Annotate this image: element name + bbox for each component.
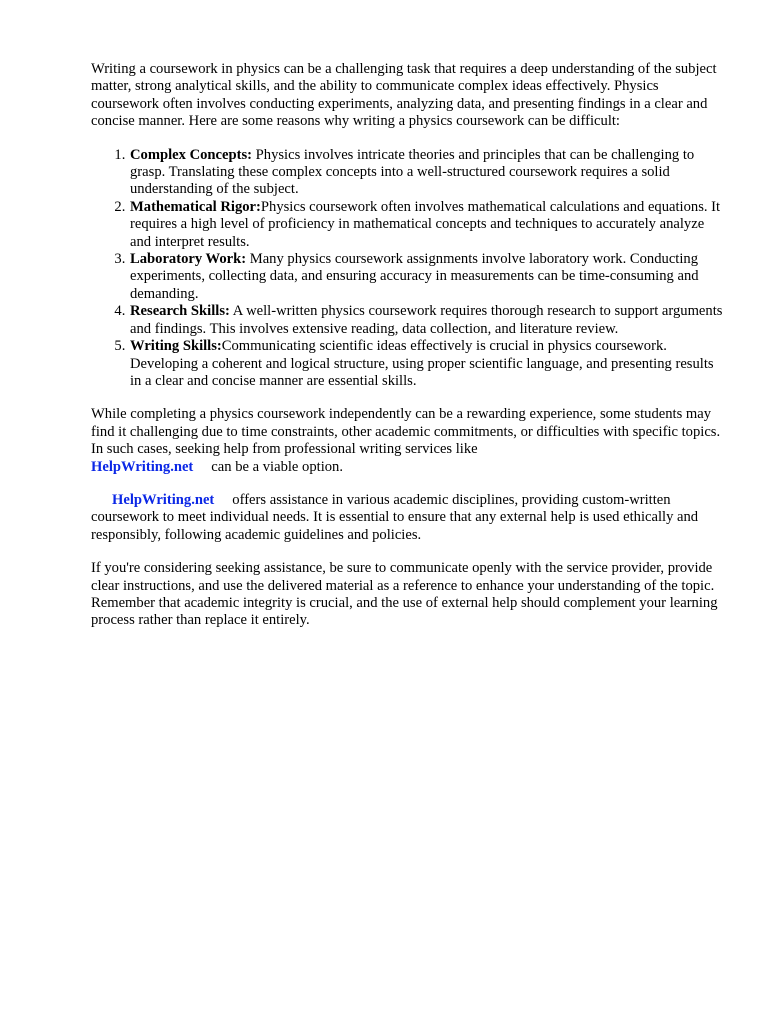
reason-term: Laboratory Work: bbox=[130, 251, 247, 268]
reason-term: Complex Concepts: bbox=[130, 146, 253, 163]
list-item bbox=[129, 147, 727, 199]
reason-term: Mathematical Rigor: bbox=[130, 198, 261, 215]
reason-term: Research Skills: bbox=[130, 303, 230, 320]
reason-text: A well-written physics coursework requires thorough research to support arguments and findings. This involves extensive reading, data collection, and literature review. bbox=[130, 303, 723, 337]
helpwriting-link[interactable]: HelpWriting.net bbox=[112, 491, 215, 508]
help-paragraph bbox=[91, 406, 727, 476]
list-item bbox=[129, 303, 727, 338]
reason-text: Many physics coursework assignments involve laboratory work. Conducting experiments, collecting data, and ensuring accuracy in measurements can be time-consuming and demanding. bbox=[130, 251, 699, 302]
closing-paragraph: If you're considering seeking assistance, be sure to communicate openly with the service provider, provide clear instructions, and use the delivered material as a reference to enhance your understanding of the topic. Remember that academic integrity is crucial, and the use of external help should complement your learning process rather than replace it entirely. bbox=[91, 560, 718, 629]
document-page bbox=[91, 61, 727, 646]
reason-term: Writing Skills: bbox=[130, 338, 222, 355]
reason-text: Communicating scientific ideas effectively is crucial in physics coursework. Developing a coherent and logical structure, using proper scientific language, and presenting results in a clear and concise manner are essential skills. bbox=[130, 338, 714, 389]
reason-text: Physics coursework often involves mathematical calculations and equations. It requires a high level of proficiency in mathematical concepts and techniques to accurately analyze and interpret results. bbox=[130, 198, 721, 250]
service-text: offers assistance in various academic disciplines, providing custom-written coursework to meet individual needs. It is essential to ensure that any external help is used ethically and responsibly, following academic guidelines and policies. bbox=[91, 491, 699, 543]
list-item bbox=[129, 251, 727, 303]
reasons-list bbox=[91, 147, 727, 391]
help-text-before: While completing a physics coursework independently can be a rewarding experience, some students may find it challenging due to time constraints, other academic commitments, or difficulties with specific topics. In such cases, seeking help from professional writing services like bbox=[91, 406, 721, 458]
list-item bbox=[129, 338, 727, 390]
service-paragraph bbox=[91, 492, 727, 544]
helpwriting-link[interactable]: HelpWriting.net bbox=[91, 458, 194, 475]
list-item bbox=[129, 199, 727, 251]
help-text-after: can be a viable option. bbox=[211, 458, 343, 475]
reason-text: Physics involves intricate theories and principles that can be challenging to grasp. Translating these complex concepts into a well-structured coursework requires a solid understanding of the subject. bbox=[130, 146, 695, 198]
intro-paragraph: Writing a coursework in physics can be a challenging task that requires a deep understanding of the subject matter, strong analytical skills, and the ability to communicate complex ideas effectively. Physics coursework often involves conducting experiments, analyzing data, and presenting findings in a clear and concise manner. Here are some reasons why writing a physics coursework can be difficult: bbox=[91, 61, 717, 130]
